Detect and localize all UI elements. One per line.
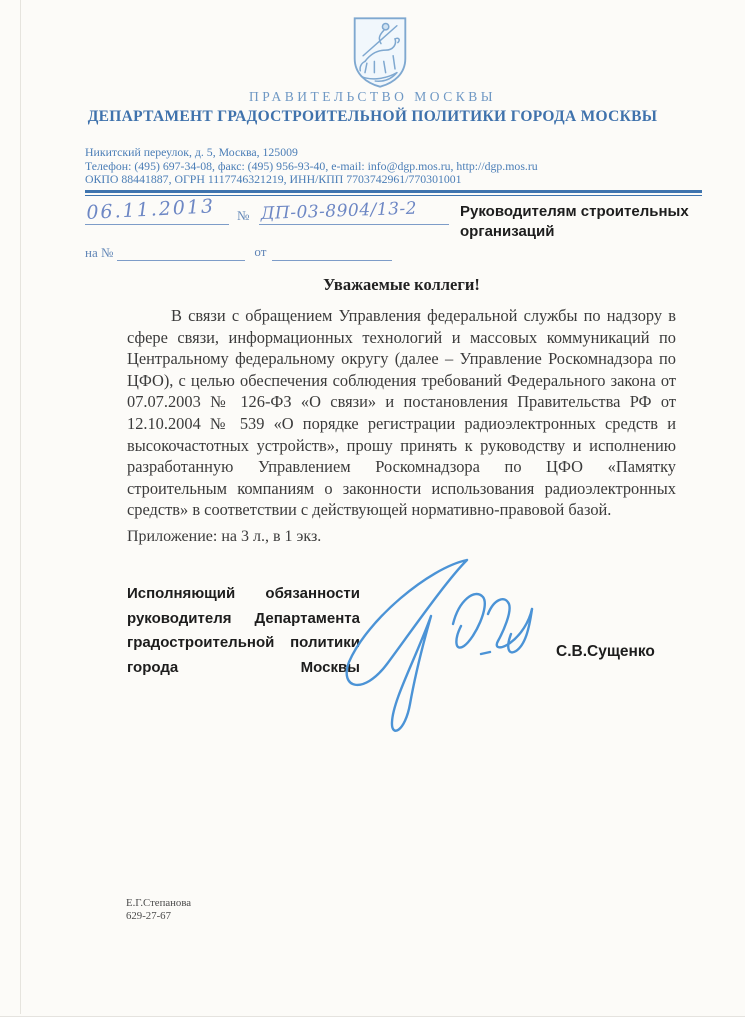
position-line-2: руководителя Департамента: [127, 609, 360, 627]
signatory-position-block: [127, 582, 360, 680]
position-line-3: градостроительной политики: [127, 634, 360, 651]
attachment-note: Приложение: на 3 л., в 1 экз.: [127, 528, 322, 545]
recipient-line-1: Руководителям строительных: [460, 203, 689, 220]
handwritten-signature: [333, 552, 553, 742]
letterhead-codes: ОКПО 88441887, ОГРН 1117746321219, ИНН/КПП 7703742961/770301001: [85, 172, 462, 186]
signatory-name: С.В.Сущенко: [556, 643, 655, 660]
reply-reference-row: [85, 236, 392, 261]
letterhead-divider-rule: [85, 190, 702, 196]
reply-number-blank-line: [117, 236, 245, 261]
outgoing-reference-row: [85, 195, 449, 225]
government-title: ПРАВИТЕЛЬСТВО МОСКВЫ: [248, 89, 496, 104]
reply-number-label: на №: [85, 245, 114, 260]
reply-date-label: от: [254, 244, 267, 259]
scan-bottom-edge-artifact: [0, 1016, 745, 1024]
letterhead-address: Никитский переулок, д. 5, Москва, 125009: [85, 145, 298, 159]
executor-phone: 629-27-67: [126, 909, 171, 922]
letter-body-paragraph: В связи с обращением Управления федеральной службы по надзору в сфере связи, информационных технологий и массовых коммуникаций по Центральному федеральному округу (далее – Управление Роскомнадзора по ЦФО), с целью обеспечения соблюдения требований Федерального закона от 07.07.2003 № 126-ФЗ «О связи» и постановления Правительства РФ от 12.10.2004 № 539 «О порядке регистрации радиоэлектронных средств и высокочастотных устройств», прошу принять к руководству и исполнению разработанную Управлением Роскомнадзора по ЦФО «Памятку строительным компаниям о законности использования радиоэлектронных средств» в соответствии с действующей нормативно-правовой базой.: [127, 306, 676, 520]
date-blank-line: [85, 195, 229, 225]
handwritten-outgoing-number: ДП-03-8904/13-2: [260, 198, 418, 224]
recipient-line-2: организаций: [460, 223, 555, 240]
letterhead-phone-email: Телефон: (495) 697-34-08, факс: (495) 956-93-40, e-mail: info@dgp.mos.ru, http://dgp.mos.ru: [85, 158, 538, 173]
letterhead-contacts-block: [85, 146, 705, 187]
department-title: ДЕПАРТАМЕНТ ГРАДОСТРОИТЕЛЬНОЙ ПОЛИТИКИ ГОРОДА МОСКВЫ: [87, 108, 658, 125]
position-line-4: города Москвы: [127, 658, 360, 676]
position-line-1: Исполняющий обязанности: [127, 585, 360, 602]
recipient-block: [460, 202, 695, 242]
reply-date-blank-line: [272, 236, 392, 261]
salutation: Уважаемые коллеги!: [323, 275, 480, 294]
moscow-coat-of-arms-icon: [350, 13, 410, 91]
executor-name: Е.Г.Степанова: [126, 897, 192, 909]
executor-block: [126, 897, 191, 922]
number-blank-line: [259, 200, 449, 225]
number-sign-label: №: [237, 208, 250, 223]
scan-edge-artifact: [20, 0, 21, 1014]
handwritten-date: 06.11.2013: [85, 195, 216, 224]
